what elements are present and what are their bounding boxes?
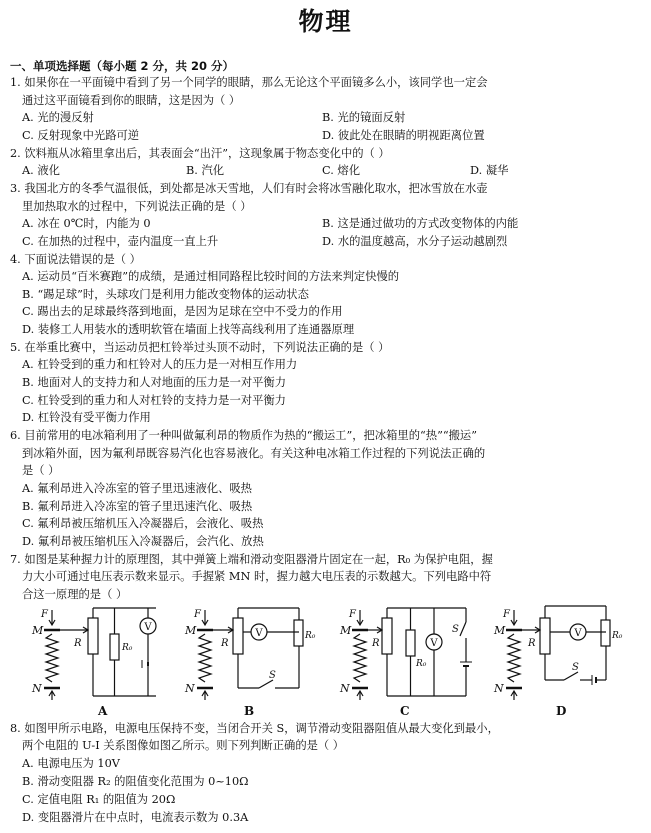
svg-text:F: F	[194, 609, 201, 620]
q3-option-d: D. 水的温度越高，水分子运动越剧烈	[322, 235, 508, 248]
circuit-label-c: C	[400, 704, 410, 718]
q5-option-a: A. 杠铃受到的重力和杠铃对人的压力是一对相互作用力	[22, 358, 298, 371]
circuit-label-b: B	[244, 704, 255, 718]
circuit-label-d: D	[556, 704, 567, 718]
q5-option-d: D. 杠铃没有受平衡力作用	[22, 411, 151, 424]
rheostat-r	[382, 618, 392, 654]
q1-option-b: B. 光的镜面反射	[322, 111, 406, 124]
q7-stem-line1: 7. 如图是某种握力计的原理图，其中弹簧上端和滑动变阻器滑片固定在一起，R₀ 为保护电阻，握	[10, 553, 493, 566]
circuit-diagram-b	[183, 602, 323, 702]
resistor-r0	[294, 620, 303, 646]
svg-text:M: M	[494, 624, 506, 637]
voltmeter-label: V	[144, 622, 152, 633]
q4-option-c: C. 踢出去的足球最终落到地面，是因为足球在空中不受力的作用	[22, 305, 343, 318]
switch-s	[460, 622, 466, 636]
svg-text:N: N	[32, 682, 42, 695]
q1-stem-line2: 通过这平面镜看到你的眼睛，这是因为（ ）	[22, 94, 241, 107]
q4-stem: 4. 下面说法错误的是（ ）	[10, 253, 141, 266]
q6-option-d: D. 氟利昂被压缩机压入冷凝器后，会汽化、放热	[22, 535, 264, 548]
q6-option-c: C. 氟利昂被压缩机压入冷凝器后，会液化、吸热	[22, 517, 264, 530]
resistor-r0	[110, 634, 119, 660]
switch-s	[259, 680, 273, 688]
svg-text:S: S	[572, 662, 579, 673]
resistor-r0	[601, 620, 610, 646]
q4-option-a: A. 运动员“百米赛跑”的成绩，是通过相同路程比较时间的方法来判定快慢的	[22, 270, 400, 283]
rheostat-r	[540, 618, 550, 654]
svg-text:R₀: R₀	[416, 659, 427, 669]
svg-text:S: S	[452, 624, 459, 635]
q5-stem: 5. 在举重比赛中，当运动员把杠铃举过头顶不动时，下列说法正确的是（ ）	[10, 341, 390, 354]
q7-stem-line2: 力大小可通过电压表示数来显示。手握紧 MN 时，握力越大电压表的示数越大。下列电路中符	[22, 570, 492, 583]
circuit-diagram-c	[338, 602, 478, 702]
q1-option-a: A. 光的漫反射	[22, 111, 94, 124]
grip-handle-icon	[44, 610, 60, 700]
svg-text:R: R	[528, 638, 536, 649]
q1-option-d: D. 彼此处在眼睛的明视距离位置	[322, 129, 485, 142]
svg-text:R₀: R₀	[612, 631, 623, 641]
q3-stem-line2: 里加热取水的过程中，下列说法正确的是（ ）	[22, 200, 252, 213]
q1-option-c: C. 反射现象中光路可逆	[22, 129, 140, 142]
q1-stem-line1: 1. 如果你在一平面镜中看到了另一个同学的眼睛，那么无论这个平面镜多么小，该同学也一定会	[10, 76, 488, 89]
circuit-diagram-d	[492, 602, 632, 702]
q5-option-c: C. 杠铃受到的重力和人对杠铃的支持力是一对平衡力	[22, 394, 286, 407]
q2-option-a: A. 液化	[22, 164, 60, 177]
q3-stem-line1: 3. 我国北方的冬季气温很低，到处都是冰天雪地，人们有时会将冰雪融化取水，把冰雪放在水壶	[10, 182, 488, 195]
svg-text:R: R	[221, 638, 229, 649]
q6-option-a: A. 氟利昂进入冷冻室的管子里迅速液化、吸热	[22, 482, 252, 495]
q4-option-b: B. “踢足球”时，头球攻门是利用力能改变物体的运动状态	[22, 288, 309, 301]
rheostat-r	[233, 618, 243, 654]
q8-option-c: C. 定值电阻 R₁ 的阻值为 20Ω	[22, 793, 176, 806]
q6-stem-line2: 到冰箱外面，因为氟利昂既容易汽化也容易液化。有关这种电冰箱工作过程的下列说法正确的	[22, 447, 486, 460]
svg-text:N: N	[494, 682, 504, 695]
q6-stem-line3: 是（ ）	[22, 464, 60, 477]
q8-stem-line1: 8. 如图甲所示电路，电源电压保持不变，当闭合开关 S，调节滑动变阻器阻值从最大变化到最小，	[10, 722, 499, 735]
svg-text:F: F	[503, 609, 510, 620]
q8-stem-line2: 两个电阻的 U-I 关系图像如图乙所示。则下列判断正确的是（ ）	[22, 739, 345, 752]
q2-option-c: C. 熔化	[322, 164, 361, 177]
q6-stem-line1: 6. 目前常用的电冰箱利用了一种叫做氟利昂的物质作为热的“搬运工”，把冰箱里的“热”“搬运”	[10, 429, 478, 442]
switch-s	[564, 672, 578, 680]
svg-text:R₀: R₀	[305, 631, 316, 641]
section-heading: 一、单项选择题（每小题 2 分，共 20 分）	[10, 59, 235, 73]
svg-text:N: N	[340, 682, 350, 695]
circuit-label-a: A	[98, 704, 108, 718]
svg-text:R₀: R₀	[122, 643, 133, 653]
q8-option-a: A. 电源电压为 10V	[22, 757, 120, 770]
q4-option-d: D. 装修工人用装水的透明软管在墙面上找等高线利用了连通器原理	[22, 323, 355, 336]
q7-stem-line3: 合这一原理的是（ ）	[22, 588, 128, 601]
svg-text:F: F	[41, 609, 48, 620]
rheostat-r	[88, 618, 98, 654]
resistor-r0	[406, 630, 415, 656]
svg-text:V: V	[255, 628, 263, 639]
page-title: 物理	[298, 7, 353, 36]
q2-option-b: B. 汽化	[186, 164, 225, 177]
q3-option-b: B. 这是通过做功的方式改变物体的内能	[322, 217, 519, 230]
q2-stem: 2. 饮料瓶从冰箱里拿出后，其表面会“出汗”，这现象属于物态变化中的（ ）	[10, 147, 390, 160]
svg-text:N: N	[185, 682, 195, 695]
q2-option-d: D. 凝华	[470, 164, 509, 177]
q3-option-a: A. 冰在 0℃时，内能为 0	[22, 217, 151, 230]
q5-option-b: B. 地面对人的支持力和人对地面的压力是一对平衡力	[22, 376, 287, 389]
svg-text:V: V	[430, 638, 438, 649]
svg-text:V: V	[574, 628, 582, 639]
svg-text:R: R	[372, 638, 380, 649]
q6-option-b: B. 氟利昂进入冷冻室的管子里迅速汽化、吸热	[22, 500, 253, 513]
svg-text:F: F	[349, 609, 356, 620]
svg-text:M: M	[32, 624, 44, 637]
q3-option-c: C. 在加热的过程中，壶内温度一直上升	[22, 235, 219, 248]
svg-text:R: R	[74, 638, 82, 649]
svg-text:M: M	[185, 624, 197, 637]
q8-option-d: D. 变阻器滑片在中点时，电流表示数为 0.3A	[22, 811, 249, 824]
q8-option-b: B. 滑动变阻器 R₂ 的阻值变化范围为 0~10Ω	[22, 775, 249, 788]
svg-text:S: S	[269, 670, 276, 681]
svg-text:M: M	[340, 624, 352, 637]
circuit-diagram-a	[30, 602, 170, 702]
